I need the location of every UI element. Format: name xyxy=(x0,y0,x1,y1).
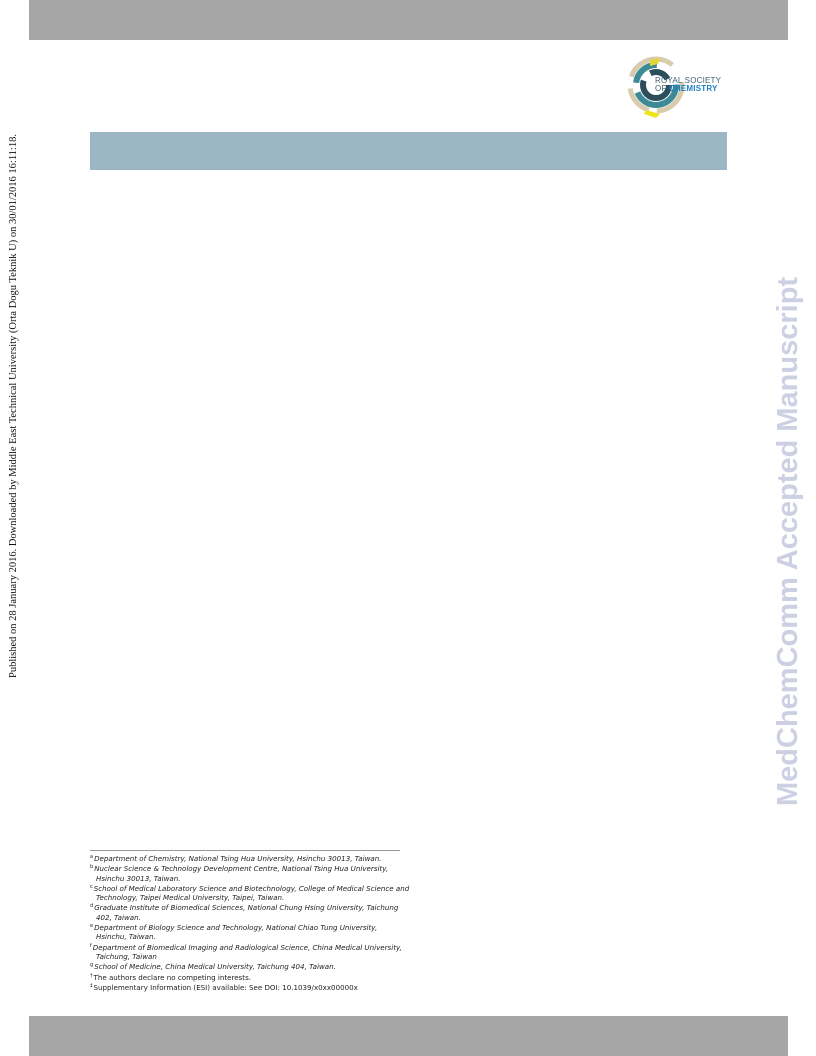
footnote-text: School of Medical Laboratory Science and Biotechnology, College of Medical Science and Technology, Taipei Medical University, Taipei, Taiwan. xyxy=(93,883,410,903)
footnote-item xyxy=(90,961,410,971)
logo-line-of-chemistry: OF CHEMISTRY xyxy=(655,84,718,93)
accepted-manuscript-watermark: MedChemComm Accepted Manuscript xyxy=(772,276,804,806)
footnote-mark: e xyxy=(90,923,94,930)
footnote-text: School of Medicine, China Medical University, Taichung 404, Taiwan. xyxy=(94,962,336,972)
footnotes-list xyxy=(90,853,410,992)
footnote-mark: b xyxy=(90,864,94,871)
footnote-text: Graduate Institute of Biomedical Sciences, National Chung Hsing University, Taichung 402, Taiwan. xyxy=(94,903,399,922)
footnote-item xyxy=(90,922,410,942)
footnote-mark: f xyxy=(90,942,92,949)
footnote-divider xyxy=(90,850,400,851)
footnote-text: The authors declare no competing interests. xyxy=(93,972,252,982)
footnote-item xyxy=(90,863,410,883)
logo-line-royal-society: ROYAL SOCIETY xyxy=(655,76,722,85)
article-title-band xyxy=(90,132,727,170)
footnote-mark: c xyxy=(90,883,93,890)
footnote-mark: d xyxy=(90,903,94,910)
footnote-mark: ‡ xyxy=(90,982,93,989)
footnote-item xyxy=(90,942,410,962)
footnote-item xyxy=(90,853,410,863)
footnote-item xyxy=(90,982,410,992)
footnote-text: Department of Biology Science and Technology, National Chiao Tung University, Hsinchu, Taiwan. xyxy=(94,923,378,942)
footer-bar xyxy=(29,1016,788,1056)
footnote-text: Department of Biomedical Imaging and Radiological Science, China Medical University, Taichung, Taiwan xyxy=(92,942,402,961)
publication-stamp: Published on 28 January 2016. Downloaded by Middle East Technical University (Orta Dogu Teknik U) on 30/01/2016 16:11:18. xyxy=(8,134,19,678)
rsc-logo xyxy=(626,52,726,118)
footnote-mark: g xyxy=(90,962,94,969)
header-bar xyxy=(29,0,788,40)
footnote-mark: a xyxy=(90,854,94,860)
footnote-text: Department of Chemistry, National Tsing Hua University, Hsinchu 30013, Taiwan. xyxy=(94,854,382,863)
footnote-item xyxy=(90,902,410,922)
footnote-item xyxy=(90,972,410,982)
footnote-text: Supplementary Information (ESI) available: See DOI: 10.1039/x0xx00000x xyxy=(93,982,358,992)
footnote-item xyxy=(90,883,410,903)
footnote-mark: † xyxy=(90,972,93,979)
footnote-text: Nuclear Science & Technology Development Centre, National Tsing Hua University, Hsinchu 30013, Taiwan. xyxy=(94,864,389,883)
